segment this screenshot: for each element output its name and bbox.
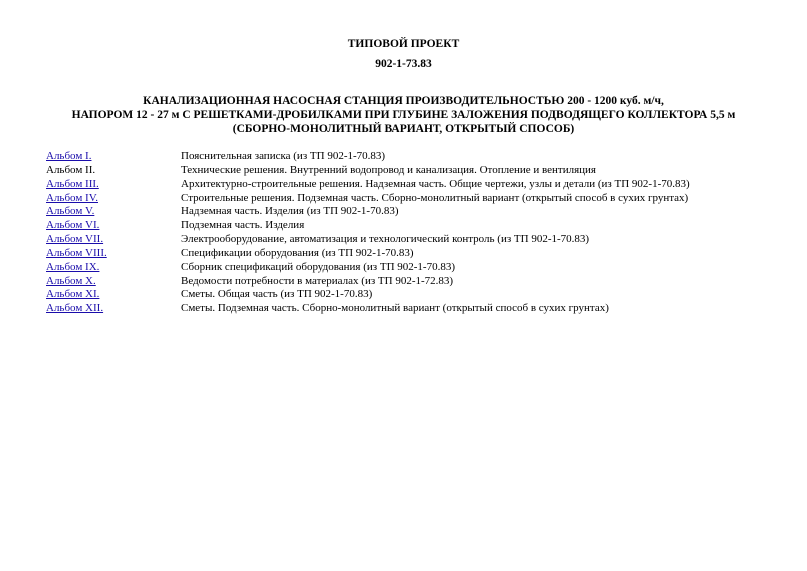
album-row — [46, 233, 786, 247]
album-row — [46, 302, 786, 316]
album-link[interactable]: Альбом IV. — [46, 191, 98, 204]
album-description: Технические решения. Внутренний водопровод и канализация. Отопление и вентиляция — [181, 163, 596, 176]
album-row — [46, 192, 786, 206]
album-link[interactable]: Альбом VIII. — [46, 246, 107, 259]
doc-title-line: (СБОРНО-МОНОЛИТНЫЙ ВАРИАНТ, ОТКРЫТЫЙ СПОСОБ) — [232, 123, 575, 135]
doc-type: ТИПОВОЙ ПРОЕКТ — [347, 38, 460, 50]
album-link[interactable]: Альбом XII. — [46, 302, 104, 315]
album-row — [46, 205, 786, 219]
album-link[interactable]: Альбом VI. — [46, 219, 100, 232]
album-row — [46, 164, 786, 178]
album-description: Подземная часть. Изделия — [181, 219, 305, 232]
album-description: Архитектурно-строительные решения. Надземная часть. Общие чертежи, узлы и детали (из ТП 902-1-70.83) — [181, 177, 690, 190]
album-link[interactable]: Альбом III. — [46, 177, 99, 190]
album-link[interactable]: Альбом XI. — [46, 288, 100, 301]
album-description: Сметы. Общая часть (из ТП 902-1-70.83) — [181, 288, 373, 301]
album-row — [46, 150, 786, 164]
album-description: Строительные решения. Подземная часть. Сборно-монолитный вариант (открытый способ в сухих грунтах) — [181, 191, 689, 204]
album-row — [46, 178, 786, 192]
album-link[interactable]: Альбом VII. — [46, 233, 104, 246]
album-description: Ведомости потребности в материалах (из ТП 902-1-72.83) — [181, 274, 454, 287]
album-link: Альбом II. — [46, 163, 96, 176]
album-link[interactable]: Альбом V. — [46, 205, 95, 218]
album-link[interactable]: Альбом I. — [46, 150, 92, 162]
album-row — [46, 219, 786, 233]
album-description: Пояснительная записка (из ТП 902-1-70.83) — [181, 150, 386, 162]
album-description: Сметы. Подземная часть. Сборно-монолитный вариант (открытый способ в сухих грунтах) — [181, 302, 609, 315]
album-list — [46, 150, 786, 316]
album-row — [46, 247, 786, 261]
doc-title — [0, 94, 807, 136]
album-row — [46, 261, 786, 275]
doc-title-line: КАНАЛИЗАЦИОННАЯ НАСОСНАЯ СТАНЦИЯ ПРОИЗВОДИТЕЛЬНОСТЬЮ 200 - 1200 куб. м/ч, — [143, 95, 664, 107]
album-description: Спецификации оборудования (из ТП 902-1-70.83) — [181, 246, 414, 259]
album-row — [46, 275, 786, 289]
album-row — [46, 288, 786, 302]
album-description: Надземная часть. Изделия (из ТП 902-1-70.83) — [181, 205, 399, 218]
doc-code: 902-1-73.83 — [375, 58, 432, 70]
album-description: Сборник спецификаций оборудования (из ТП 902-1-70.83) — [181, 260, 456, 273]
doc-title-line: НАПОРОМ 12 - 27 м С РЕШЕТКАМИ-ДРОБИЛКАМИ ПРИ ГЛУБИНЕ ЗАЛОЖЕНИЯ ПОДВОДЯЩЕГО КОЛЛЕКТОРА 5,5 м — [71, 109, 736, 121]
album-description: Электрооборудование, автоматизация и технологический контроль (из ТП 902-1-70.83) — [181, 233, 590, 246]
album-link[interactable]: Альбом IX. — [46, 260, 100, 273]
album-link[interactable]: Альбом X. — [46, 274, 96, 287]
